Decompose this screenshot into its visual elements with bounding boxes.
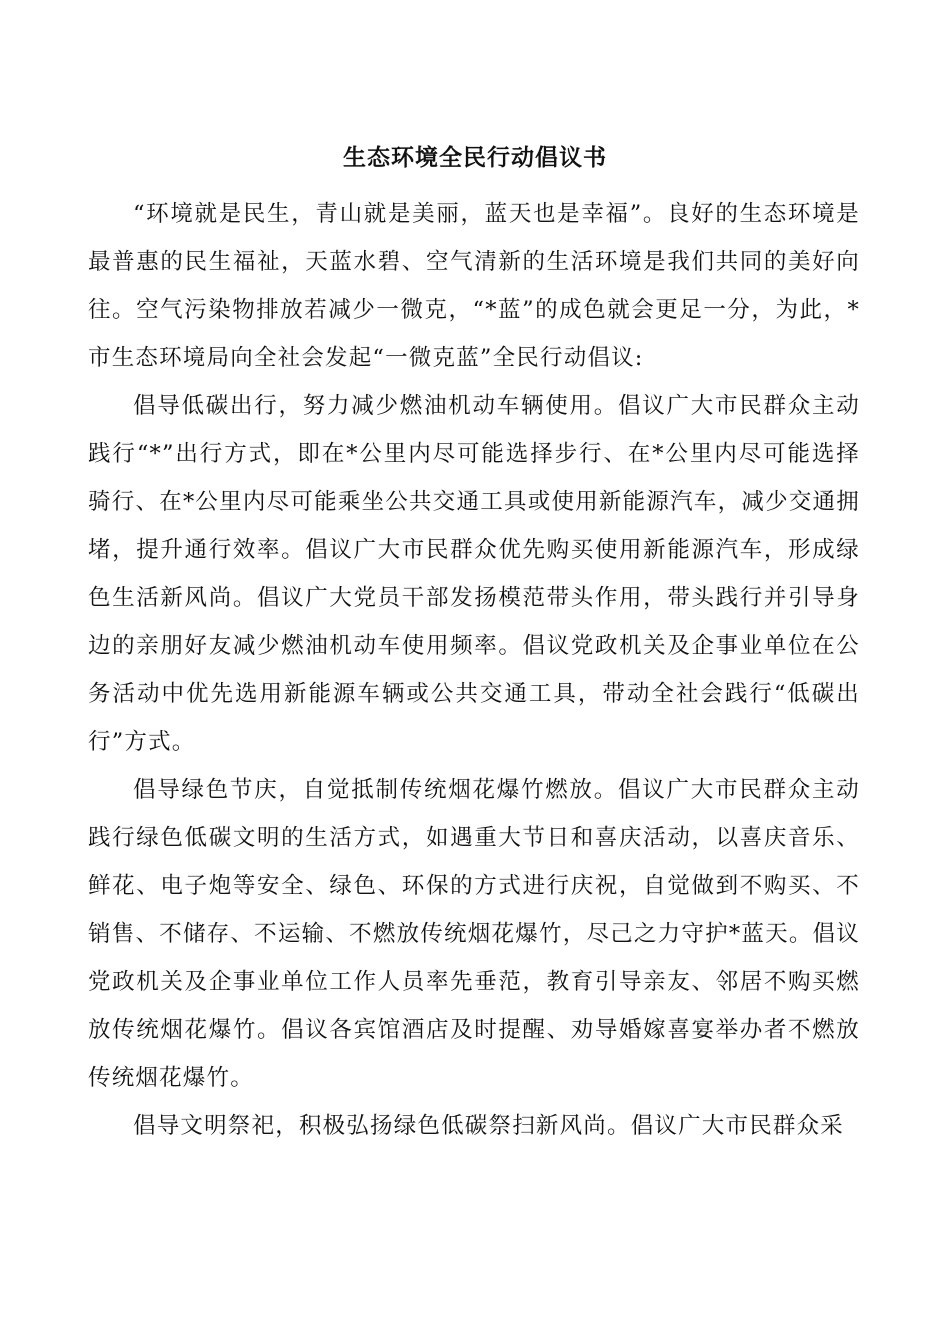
paragraph-civilized-worship: 倡导文明祭祀，积极弘扬绿色低碳祭扫新风尚。倡议广大市民群众采 <box>133 1113 845 1139</box>
document-body <box>88 190 860 1150</box>
paragraph-green-festival: 倡导绿色节庆，自觉抵制传统烟花爆竹燃放。倡议广大市民群众主动践行绿色低碳文明的生活方式，如遇重大节日和喜庆活动，以喜庆音乐、鲜花、电子炮等安全、绿色、环保的方式进行庆祝，自觉做到不购买、不销售、不储存、不运输、不燃放传统烟花爆竹，尽己之力守护*蓝天。倡议党政机关及企事业单位工作人员率先垂范，教育引导亲友、邻居不购买燃放传统烟花爆竹。倡议各宾馆酒店及时提醒、劝导婚嫁喜宴举办者不燃放传统烟花爆竹。 <box>88 777 860 1091</box>
paragraph-intro: “环境就是民生，青山就是美丽，蓝天也是幸福”。良好的生态环境是最普惠的民生福祉，天蓝水碧、空气清新的生活环境是我们共同的美好向往。空气污染物排放若减少一微克，“*蓝”的成色就会更足一分，为此，*市生态环境局向全社会发起“一微克蓝”全民行动倡议: <box>88 201 860 371</box>
document-title: 生态环境全民行动倡议书 <box>343 145 607 171</box>
paragraph-low-carbon-travel: 倡导低碳出行，努力减少燃油机动车辆使用。倡议广大市民群众主动践行“*”出行方式，即在*公里内尽可能选择步行、在*公里内尽可能选择骑行、在*公里内尽可能乘坐公共交通工具或使用新能源汽车，减少交通拥堵，提升通行效率。倡议广大市民群众优先购买使用新能源汽车，形成绿色生活新风尚。倡议广大党员干部发扬模范带头作用，带头践行并引导身边的亲朋好友减少燃油机动车使用频率。倡议党政机关及企事业单位在公务活动中优先选用新能源车辆或公共交通工具，带动全社会践行“低碳出行”方式。 <box>88 393 860 755</box>
